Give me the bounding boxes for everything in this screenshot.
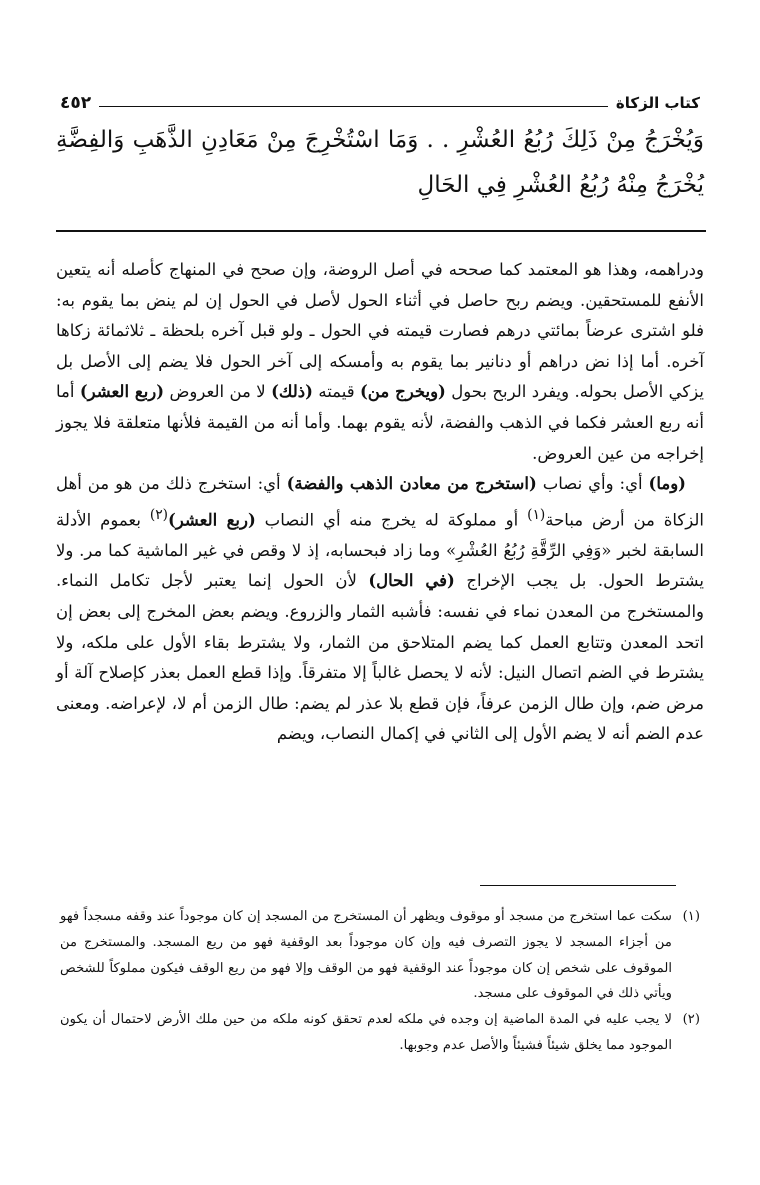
text-run: لا من العروض xyxy=(164,382,272,402)
text-run: أي: وأي نصاب xyxy=(536,474,649,494)
footnote-number: (١) xyxy=(682,909,700,924)
text-run: أو مملوكة له يخرج منه أي النصاب xyxy=(255,510,528,530)
text-run: بعموم الأدلة السابقة لخبر «وَفِي الرِّقَّةِ رُبُعُ العُشْرِ» وما زاد فبحسابه، إذ لا وقص في غير الماشية كما مر. ولا يشترط الحول. بل يجب الإخراج xyxy=(56,510,704,591)
matn-quote: (ويخرج من) xyxy=(359,382,446,402)
matn-quote: (استخرج من معادن الذهب والفضة) xyxy=(286,474,537,494)
matn-text: وَيُخْرَجُ مِنْ ذَلِكَ رُبُعُ العُشْرِ . . وَمَا اسْتُخْرِجَ مِنْ مَعَادِنِ الذَّهَبِ وَالفِضَّةِ يُخْرَجُ مِنْهُ رُبُعُ العُشْرِ فِي الحَالِ xyxy=(56,127,704,198)
footnote-ref: (١) xyxy=(527,506,546,523)
footnote-2 xyxy=(60,1007,700,1059)
text-run: قيمته xyxy=(312,382,360,402)
footnote-1 xyxy=(60,904,700,1007)
text-run: أي: استخرج ذلك من هو من أهل الزكاة من أرض مباحة xyxy=(56,474,704,530)
matn-quote: (في الحال) xyxy=(368,571,455,591)
text-run: لأن الحول إنما يعتبر لأجل تكامل النماء. والمستخرج من المعدن نماء في نفسه: فأشبه الثمار والزروع. ويضم بعض المخرج إلى بعض إن اتحد المعدن وتتابع العمل كما يضم المتلاحق من الثمار، ولا يشترط بقاء الأول على ملكه، ولا يشترط في الضم اتصال النيل: لأنه لا يحصل غالباً إلا متفرقاً. وإذا قطع العمل بعذر كإصلاح آلة أو مرض ضم، وإن طال الزمن عرفاً، فإن قطع بلا عذر لم يضم: طال الزمن أم لا، لإعراضه. ومعنى عدم الضم أنه لا يضم الأول إلى الثاني في إكمال النصاب، ويضم xyxy=(56,571,704,744)
footnote-text: لا يجب عليه في المدة الماضية إن وجده في ملكه لعدم تحقق كونه ملكه من حين ملك الأرض لاحتمال أن يكون الموجود مما يخلق شيئاً فشيئاً والأصل عدم وجوبها. xyxy=(60,1012,672,1053)
page-number: ٤٥٢ xyxy=(60,93,92,113)
header-rule xyxy=(99,106,608,107)
footnote-text: سكت عما استخرج من مسجد أو موقوف ويظهر أن المستخرج من المسجد إن كان موجوداً عند وقفه مسجداً فهو من أجزاء المسجد لا يجوز التصرف فيه وإن كان موجوداً بعد الوقفية فهو من ريع المسجد. والمستخرج من الموقوف على شخص إن كان موجوداً عند الوقفية فهو من الوقف وإلا فهو من ريع الوقف فيكون مملوكاً للشخص ويأتي ذلك في الموقوف على مسجد. xyxy=(60,909,672,1002)
matn-quote: (وما) xyxy=(648,474,686,494)
commentary xyxy=(56,255,704,750)
text-run: ودراهمه، وهذا هو المعتمد كما صححه في أصل الروضة، وإن صحح في المنهاج كأصله أنه يتعين الأنفع للمستحقين. ويضم ربح حاصل في أثناء الحول لأصل في الحول إن لم ينض بما يقوم به: فلو اشترى عرضاً بمائتي درهم فصارت قيمته في الحول ـ ولو قبل آخره بلحظة ـ ثلاثمائة زكاها آخره. أما إذا نض دراهم أو دنانير بما يقوم به وأمسكه إلى آخر الحول فلا يضم إلى الأصل بل يزكي الأصل بحوله. ويفرد الربح بحول xyxy=(56,260,704,402)
matn-quote: (ذلك) xyxy=(271,382,313,402)
footnote-divider xyxy=(480,885,676,886)
matn-divider xyxy=(56,230,706,232)
commentary-paragraph-1 xyxy=(56,255,704,469)
matn-quote: (ربع العشر) xyxy=(79,382,165,402)
chapter-title: كتاب الزكاة xyxy=(615,94,700,112)
running-header xyxy=(60,86,700,112)
footnotes xyxy=(60,904,700,1059)
footnote-ref: (٢) xyxy=(149,506,168,523)
matn-quote: (ربع العشر) xyxy=(168,510,256,530)
footnote-number: (٢) xyxy=(682,1012,700,1028)
text-run: أما أنه ربع العشر فكما في الذهب والفضة، لأنه يقوم بهما. وأما أنه من القيمة فلأنها متعلقة فلا يجوز إخراجه من عين العروض. xyxy=(56,382,704,463)
commentary-paragraph-2 xyxy=(56,469,704,750)
